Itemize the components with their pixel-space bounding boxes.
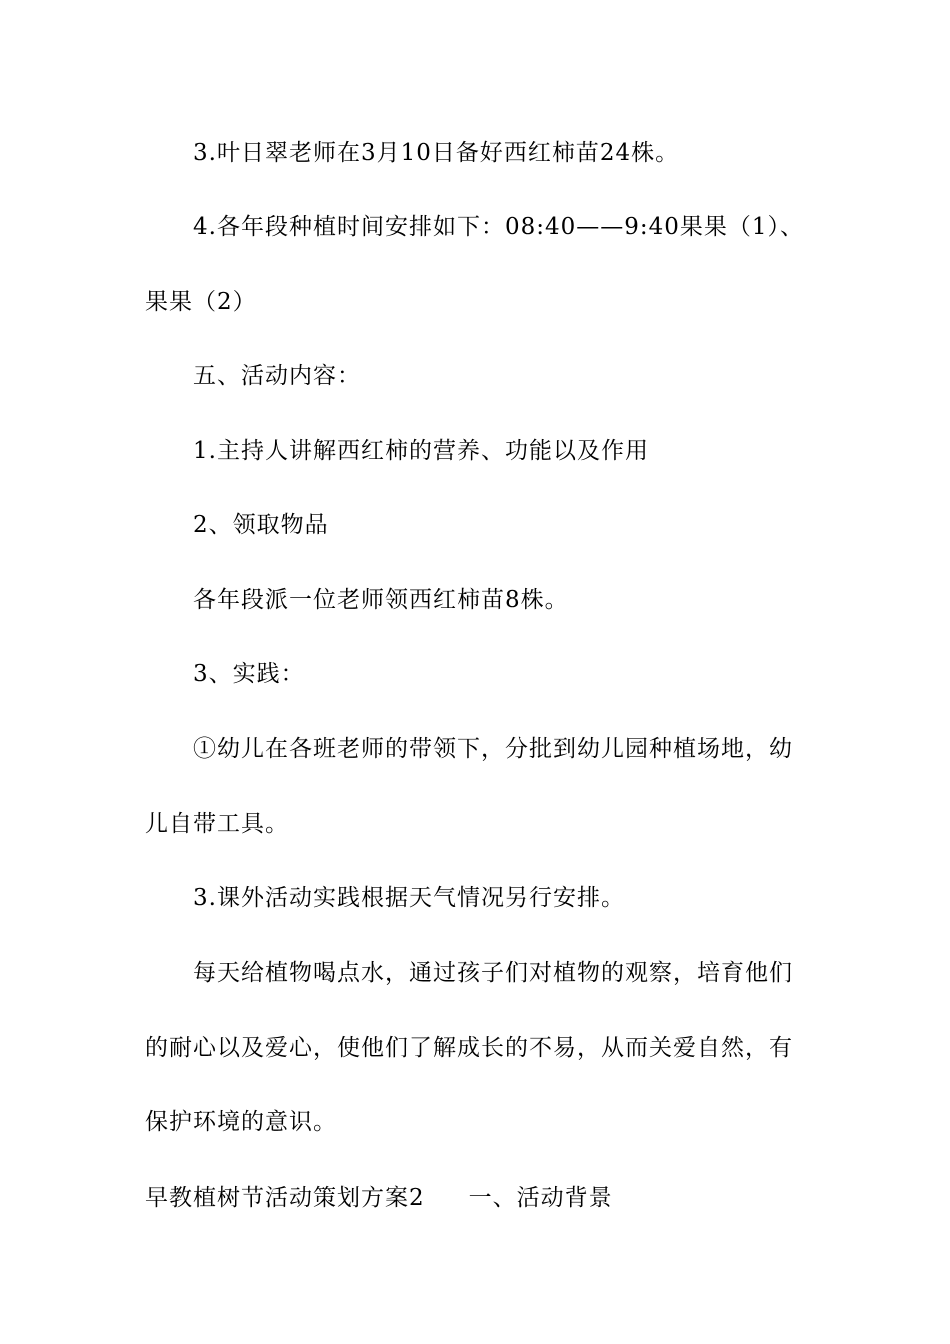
paragraph-watering-end: 保护环境的意识。	[145, 1109, 337, 1135]
paragraph-collect-items: 2、领取物品	[193, 512, 329, 538]
paragraph-outdoor-practice: 3.课外活动实践根据天气情况另行安排。	[193, 885, 625, 911]
heading-activity-content: 五、活动内容：	[193, 363, 361, 389]
section-subtitle: 一、活动背景	[468, 1185, 613, 1211]
paragraph-children-planting: ①幼儿在各班老师的带领下，分批到幼儿园种植场地，幼	[193, 736, 793, 762]
paragraph-teacher-collect: 各年段派一位老师领西红柿苗8株。	[193, 587, 569, 613]
paragraph-schedule: 4.各年段种植时间安排如下：08:40——9:40果果（1）、	[193, 214, 805, 240]
paragraph-watering: 每天给植物喝点水，通过孩子们对植物的观察，培育他们	[193, 960, 793, 986]
paragraph-children-planting-cont: 儿自带工具。	[145, 811, 289, 837]
paragraph-practice: 3、实践：	[193, 661, 305, 687]
paragraph-host-explain: 1.主持人讲解西红柿的营养、功能以及作用	[193, 438, 649, 464]
paragraph-watering-cont: 的耐心以及爱心，使他们了解成长的不易，从而关爱自然，有	[145, 1035, 793, 1061]
section-title: 早教植树节活动策划方案2	[145, 1185, 425, 1211]
paragraph-schedule-cont: 果果（2）	[145, 289, 257, 315]
paragraph-seedling-prep: 3.叶日翠老师在3月10日备好西红柿苗24株。	[193, 140, 680, 166]
section-heading-row	[145, 1183, 613, 1213]
